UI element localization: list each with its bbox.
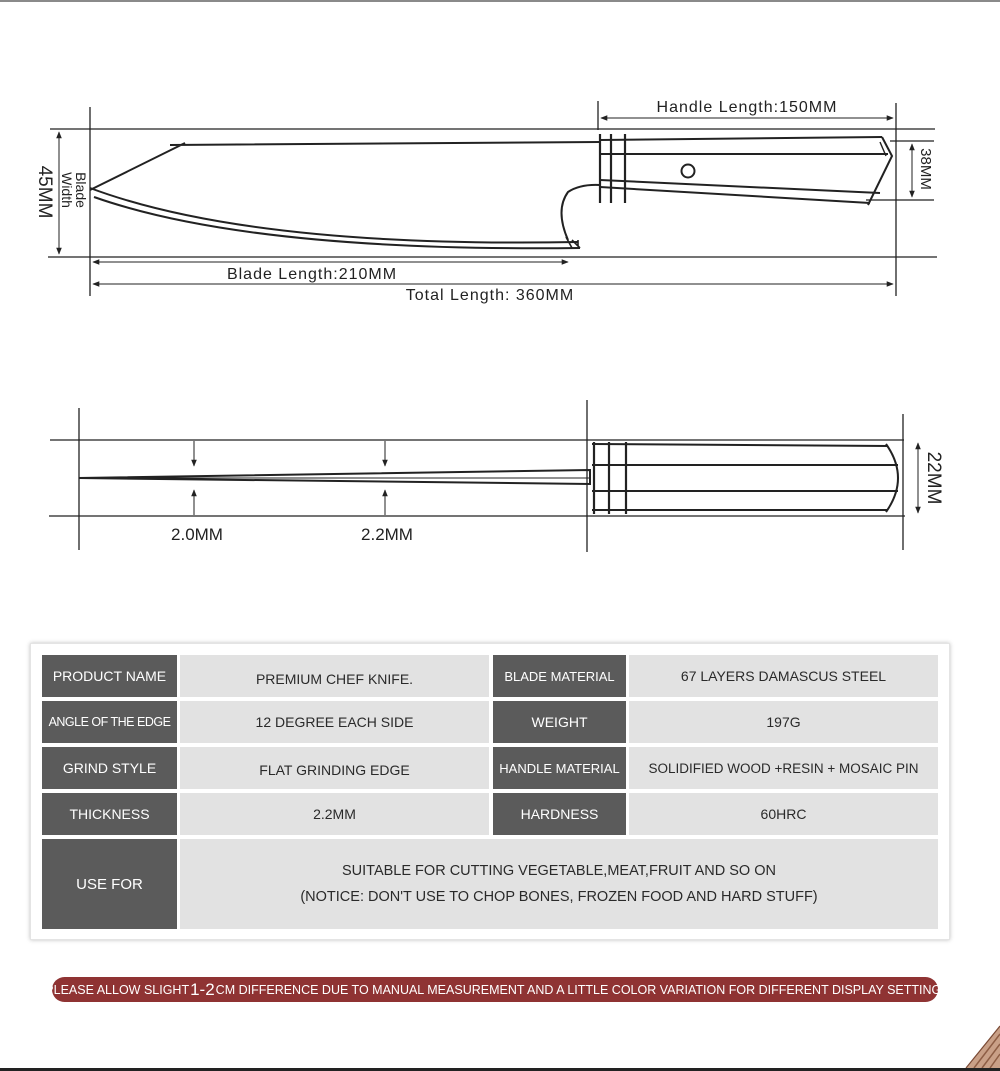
thickness-label: THICKNESS — [42, 793, 177, 835]
weight-value: 197G — [629, 701, 938, 743]
use-for-line-2: (NOTICE: DON'T USE TO CHOP BONES, FROZEN FOOD AND HARD STUFF) — [300, 889, 818, 905]
blade-edge-outer — [90, 188, 578, 243]
grind-style-label: GRIND STYLE — [42, 747, 177, 789]
notice-prefix: PLEASE ALLOW SLIGHT — [45, 982, 190, 997]
notice-range: 1-2 — [190, 979, 215, 999]
notice-suffix: CM DIFFERENCE DUE TO MANUAL MEASUREMENT AND A LITTLE COLOR VARIATION FOR DIFFERENT DISPLAY SETTING. — [215, 982, 945, 997]
handle-pin — [682, 165, 695, 178]
handle-top-edge — [592, 444, 888, 446]
angle-label: ANGLE OF THE EDGE — [42, 701, 177, 743]
hardness-value: 60HRC — [629, 793, 938, 835]
handle-top-line — [600, 137, 882, 140]
side-view — [48, 101, 937, 296]
grind-style-value: FLAT GRINDING EDGE — [180, 747, 489, 789]
blade-material-value: 67 LAYERS DAMASCUS STEEL — [629, 655, 938, 697]
handle-material-value: SOLIDIFIED WOOD +RESIN + MOSAIC PIN — [629, 747, 938, 789]
thickness-label-2: 2.2MM — [361, 525, 413, 544]
hardness-label: HARDNESS — [493, 793, 626, 835]
blade-length-label: Blade Length:210MM — [226, 266, 398, 283]
handle-top-butt — [886, 444, 898, 512]
weight-label: WEIGHT — [493, 701, 626, 743]
blade-width-value: 45MM — [34, 165, 55, 219]
handle-bottom-line-inner — [600, 180, 880, 193]
blade-width-label: Blade — [73, 172, 89, 208]
handle-material-label: HANDLE MATERIAL — [493, 747, 626, 789]
notice-banner — [45, 977, 945, 1002]
use-for-label: USE FOR — [42, 839, 177, 929]
handle-length-label: Handle Length:150MM — [656, 99, 838, 116]
handle-butt — [868, 137, 892, 205]
blade-spine — [90, 142, 600, 190]
angle-value: 12 DEGREE EACH SIDE — [180, 701, 489, 743]
blade-choil — [562, 185, 601, 240]
handle-thickness-label: 22MM — [923, 451, 944, 505]
use-for-line-1: SUITABLE FOR CUTTING VEGETABLE,MEAT,FRUIT AND SO ON — [342, 863, 776, 879]
use-for-value — [180, 839, 938, 929]
thickness-value: 2.2MM — [180, 793, 489, 835]
total-length-label: Total Length: 360MM — [405, 287, 575, 304]
blade-width-label-2: Width — [59, 172, 75, 208]
product-name-value: PREMIUM CHEF KNIFE. — [180, 655, 489, 697]
corner-wood-decoration — [956, 1020, 1000, 1068]
blade-top-outline — [79, 470, 590, 484]
blade-edge-inner — [94, 197, 580, 248]
handle-bottom-line — [600, 187, 870, 203]
blade-material-label: BLADE MATERIAL — [493, 655, 626, 697]
handle-width-label: 38MM — [917, 148, 934, 190]
thickness-label-1: 2.0MM — [171, 525, 223, 544]
spec-table — [30, 643, 950, 940]
product-name-label: PRODUCT NAME — [42, 655, 177, 697]
